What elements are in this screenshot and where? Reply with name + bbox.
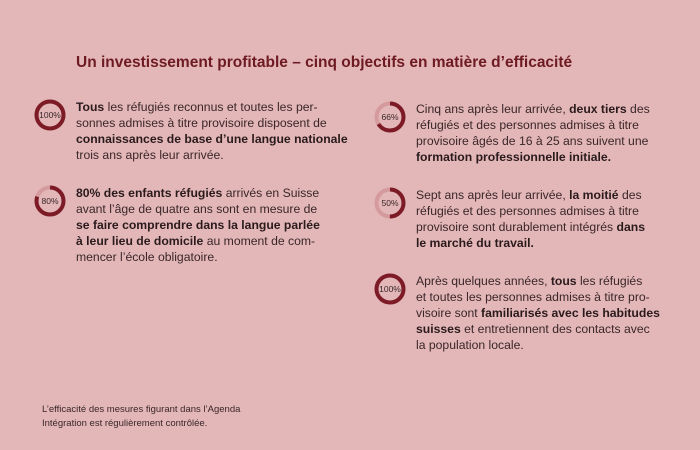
footnote-line: L’efficacité des mesures figurant dans l’Agenda (42, 404, 241, 415)
objective-text (416, 187, 700, 251)
body-text: les réfugiés et toutes les personnes admises à titre pro- visoire sont (416, 274, 650, 320)
progress-ring (374, 187, 406, 219)
progress-ring (34, 99, 66, 131)
body-text: Cinq ans après leur arrivée, (416, 102, 570, 116)
emphasis-text: Tous (76, 100, 105, 114)
body-text: Sept ans après leur arrivée, (416, 188, 570, 202)
footnote (42, 403, 240, 431)
emphasis-text: tous (550, 274, 577, 288)
emphasis-text: dans le marché du travail. (416, 220, 645, 250)
progress-ring (34, 185, 66, 217)
percent-label: 50% (381, 198, 399, 208)
emphasis-text: formation professionnelle initiale. (416, 150, 612, 164)
objective-text (416, 273, 700, 353)
percent-label: 80% (41, 196, 59, 206)
body-text: Après quelques années, (416, 274, 551, 288)
emphasis-text: connaissances de base d’une langue nationale (76, 132, 348, 146)
body-text: au moment de com- mencer l’école obligatoire. (76, 234, 316, 264)
progress-ring (374, 273, 406, 305)
page-title: Un investissement profitable – cinq objectifs en matière d’efficacité (76, 54, 573, 71)
body-text: et entretiennent des contacts avec la population locale. (416, 322, 650, 352)
emphasis-text: se faire comprendre dans la langue parlée à leur lieu de domicile (76, 218, 320, 248)
percent-label: 66% (381, 112, 399, 122)
body-text: les réfugiés reconnus et toutes les per- sonnes admises à titre provisoire disposent de (76, 100, 327, 130)
emphasis-text: 80% des enfants réfugiés (76, 186, 223, 200)
emphasis-text: la moitié (569, 188, 619, 202)
body-text: des réfugiés et des personnes admises à titre provisoire sont durablement intégrés (416, 188, 642, 234)
footnote-line: Intégration est régulièrement contrôlée. (42, 418, 208, 429)
objective-text (76, 185, 376, 265)
objective-text (76, 99, 376, 163)
percent-label: 100% (39, 110, 61, 120)
objective-text (416, 101, 700, 165)
body-text: des réfugiés et des personnes admises à titre provisoire âgés de 16 à 25 ans suivent une (416, 102, 650, 148)
body-text: trois ans après leur arrivée. (76, 148, 224, 162)
progress-ring (374, 101, 406, 133)
emphasis-text: familiarisés avec les habitudes suisses (416, 306, 660, 336)
percent-label: 100% (379, 284, 401, 294)
body-text: arrivés en Suisse avant l’âge de quatre ans sont en mesure de (76, 186, 320, 216)
emphasis-text: deux tiers (569, 102, 627, 116)
